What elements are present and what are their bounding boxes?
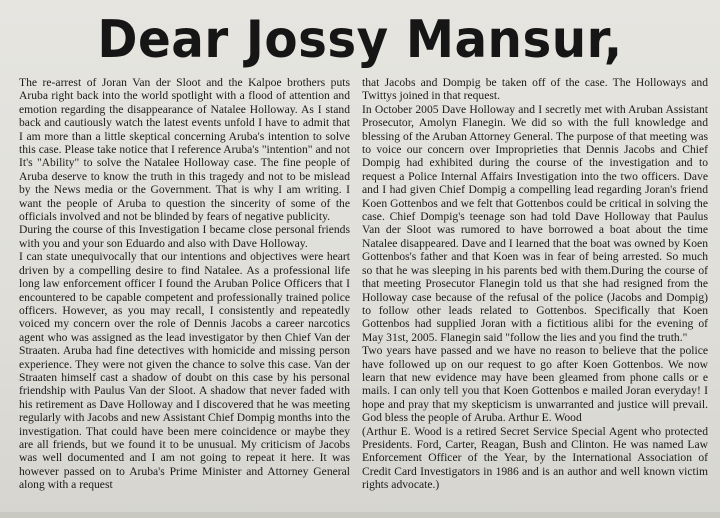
paragraph: During the course of this Investigation I became close personal friends with you and your son Eduardo and also with Dave Holloway.	[19, 223, 350, 250]
paragraph: Two years have passed and we have no reason to believe that the police have followed up on our request to go after Koen Gottenbos. We now learn that new evidence may have been gleamed from phone calls or e mails. I can only tell you that Koen Gottenbos e mailed Joran everyday! I hope and pray that my skepticism is unwarranted and justice will prevail. God bless the people of Aruba. Arthur E. Wood	[362, 344, 708, 425]
page-bottom-edge	[0, 512, 720, 518]
headline: Dear Jossy Mansur,	[97, 10, 623, 70]
paragraph: In October 2005 Dave Holloway and I secretly met with Aruban Assistant Prosecutor, Amolyn Flanegin. We did so with the full knowledge and blessing of the Aruban Attorney General. The purpose of that meeting was to voice our concern over Improprieties that Dennis Jacobs and Chief Dompig had exhibited during the course of the investigation and to request a Police Internal Affairs Investigation into the two officers. Dave and I had given Chief Dompig a compelling lead regarding Joran's friend Koen Gottenbos and we felt that Gottenbos could be critical in solving the case. Chief Dompig's teenage son had told Dave Holloway that Paulus Van der Sloot was rumored to have borrowed a boat about the time Natalee disappeared. Dave and I learned that the boat was owned by Koen Gottenbos's father and that Koen was in fear of being arrested. So much so that he was sleeping in his parents bed with them.During the course of that meeting Prosecutor Flanegin told us that she had resigned from the Holloway case because of the refusal of the police (Jacobs and Dompig) to follow other leads related to Gottenbos. Specifically that Koen Gottenbos had supplied Joran with a fictitious alibi for the evening of May 31st, 2005. Flanegin said "follow the lies and you find the truth."	[362, 102, 708, 344]
article-column-right	[362, 76, 708, 492]
paragraph: I can state unequivocally that our intentions and objectives were heart driven by a compelling desire to find Natalee. As a professional life long law enforcement officer I found the Aruban Police Officers that I encountered to be capable competent and professionally trained police officers. However, as you may recall, I consistently and repeatedly voiced my concern over the role of Dennis Jacobs a career narcotics agent who was assigned as the lead investigator by then Chief Van der Straaten. Aruba had fine detectives with homicide and missing person experience. They were not given the chance to solve this case. Van der Straaten himself cast a shadow of doubt on this case by his personal friendship with Paulus Van der Sloot. A shadow that never faded with his retirement as Dave Holloway and I discovered that he was meeting regularly with Jacobs and new Assistant Chief Dompig months into the investigation. That could have been mere coincidence or maybe they are all friends, but we found it to be unusual. My criticism of Jacobs was well documented and I am not going to repeat it here. It was however passed on to Aruba's Prime Minister and Attorney General along with a request	[19, 250, 350, 492]
article-column-left	[19, 76, 350, 492]
paragraph: that Jacobs and Dompig be taken off of the case. The Holloways and Twittys joined in that request.	[362, 76, 708, 103]
paragraph: The re-arrest of Joran Van der Sloot and the Kalpoe brothers puts Aruba right back into the world spotlight with a flood of attention and emotion regarding the disappearance of Natalee Holloway. As I stand back and cautiously watch the latest events unfold I have to admit that I am more than a little skeptical concerning Aruba's intention to solve this case. Please take notice that I reference Aruba's "intention" and not It's "Ability" to solve the Natalee Holloway case. The fine people of Aruba deserve to know the truth in this tragedy and not to be mislead by the News media or the Government. That is why I am writing. I want the people of Aruba to question the sincerity of some of the officials involved and not be blinded by fears of negative publicity.	[19, 76, 350, 224]
paragraph: (Arthur E. Wood is a retired Secret Service Special Agent who protected Presidents. Ford, Carter, Reagan, Bush and Clinton. He was named Law Enforcement Officer of the Year, by the International Association of Credit Card Investigators in 1986 and is an author and well known victim rights advocate.)	[362, 424, 708, 492]
